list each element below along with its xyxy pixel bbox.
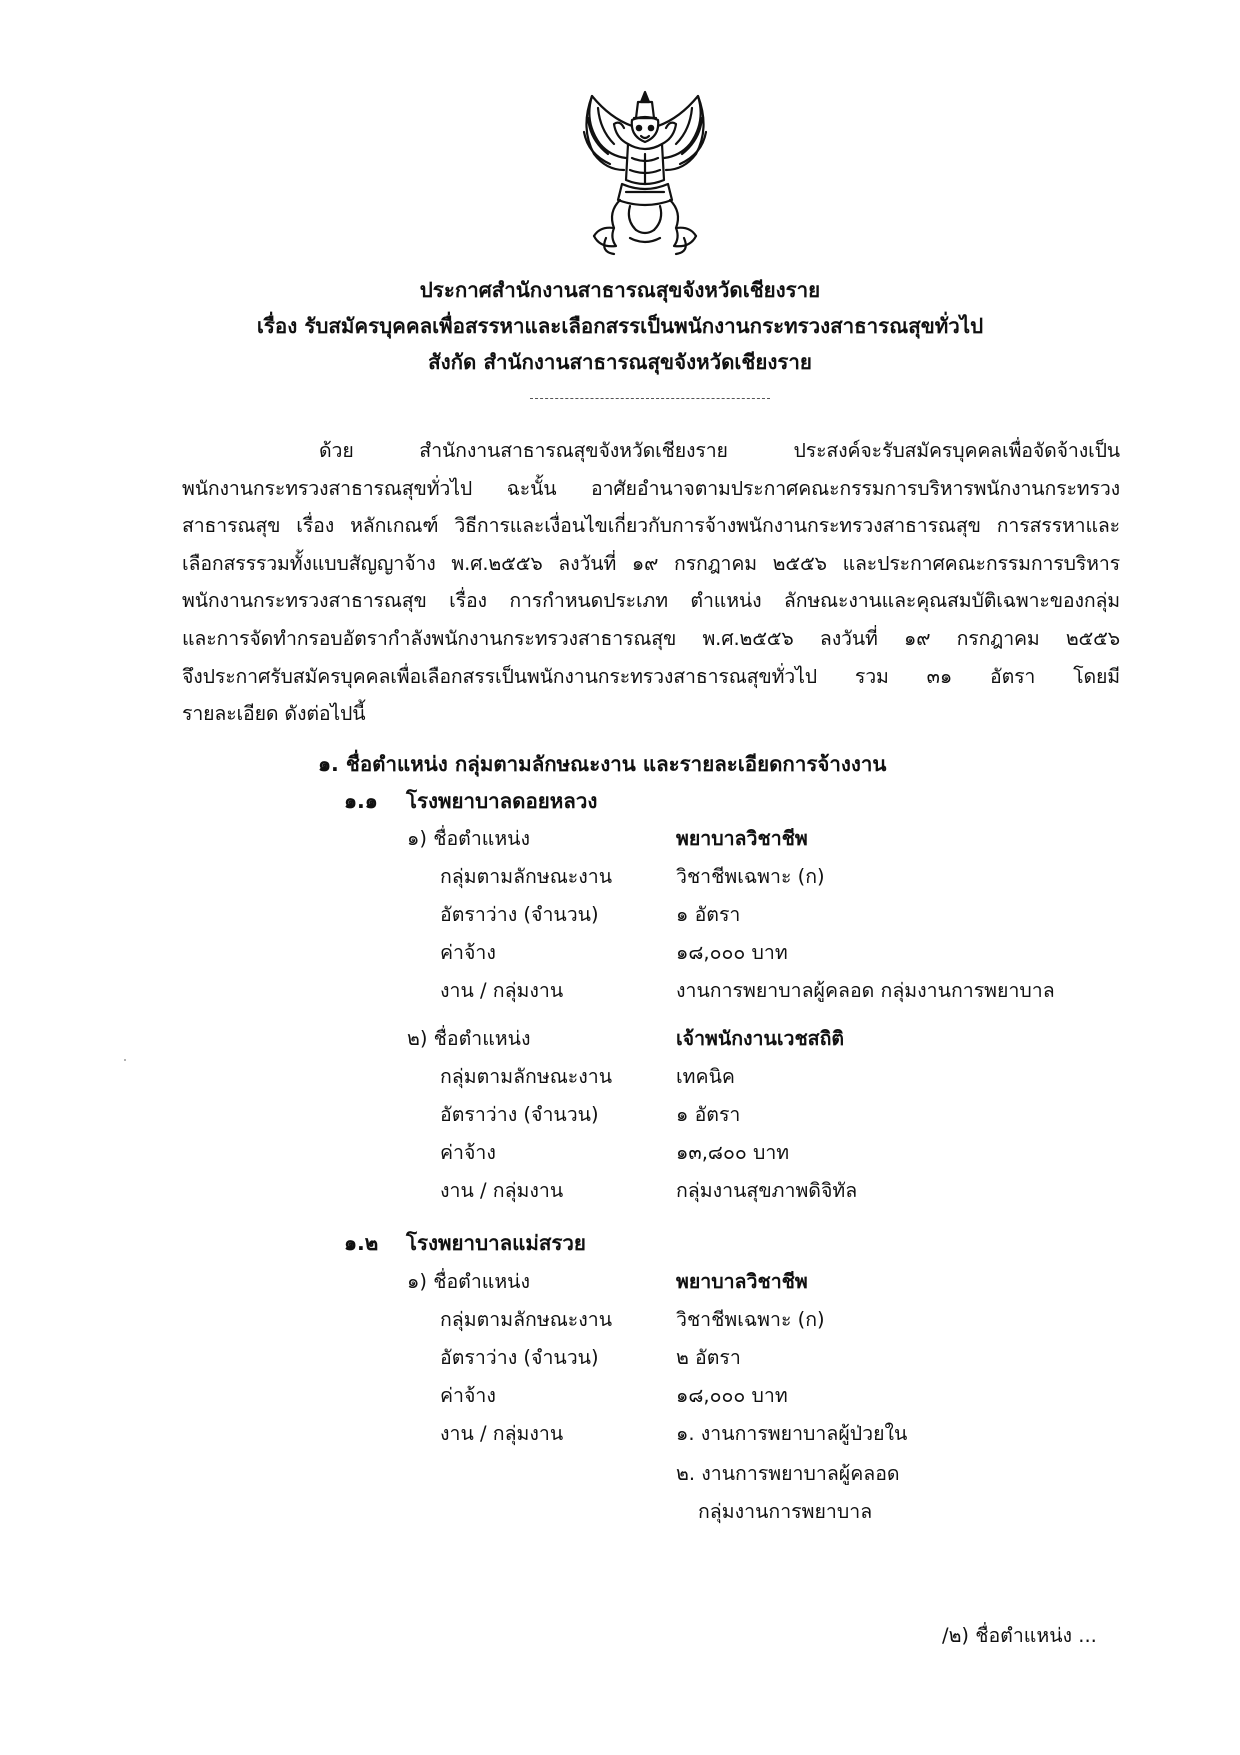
position-label: ๒) ชื่อตำแหน่ง <box>407 1027 531 1050</box>
wage-label: ค่าจ้าง <box>440 1141 496 1164</box>
vacancy-value: ๑ อัตรา <box>676 1103 741 1126</box>
group-value: เทคนิค <box>676 1065 735 1088</box>
header-divider <box>530 398 770 399</box>
wage-label: ค่าจ้าง <box>440 941 496 964</box>
work-value: กลุ่มงานสุขภาพดิจิทัล <box>676 1179 858 1202</box>
continuation-marker: /๒) ชื่อตำแหน่ง ... <box>942 1624 1097 1647</box>
position-title: เจ้าพนักงานเวชสถิติ <box>676 1027 845 1050</box>
hospital-heading <box>344 785 597 818</box>
intro-line: จึงประกาศรับสมัครบุคคลเพื่อเลือกสรรเป็นพนักงานกระทรวงสาธารณสุขทั่วไป รวม ๓๑ อัตรา โดยมี <box>182 664 1120 688</box>
work-value: ๑. งานการพยาบาลผู้ป่วยใน <box>676 1422 908 1445</box>
position-label: ๑) ชื่อตำแหน่ง <box>407 827 531 850</box>
wage-label: ค่าจ้าง <box>440 1384 496 1407</box>
intro-line: และการจัดทำกรอบอัตรากำลังพนักงานกระทรวงสาธารณสุข พ.ศ.๒๕๕๖ ลงวันที่ ๑๙ กรกฎาคม ๒๕๕๖ <box>182 626 1120 650</box>
vacancy-value: ๒ อัตรา <box>676 1346 741 1369</box>
intro-line: สาธารณสุข เรื่อง หลักเกณฑ์ วิธีการและเงื่อนไขเกี่ยวกับการจ้างพนักงานกระทรวงสาธารณสุข การสรรหาและ <box>182 514 1120 538</box>
group-value: วิชาชีพเฉพาะ (ก) <box>676 865 825 888</box>
announcement-affiliation: สังกัด สำนักงานสาธารณสุขจังหวัดเชียงราย <box>428 350 812 374</box>
work-label: งาน / กลุ่มงาน <box>440 979 564 1002</box>
announcement-subject: เรื่อง รับสมัครบุคคลเพื่อสรรหาและเลือกสรรเป็นพนักงานกระทรวงสาธารณสุขทั่วไป <box>256 314 984 338</box>
intro-line: พนักงานกระทรวงสาธารณสุข เรื่อง การกำหนดประเภท ตำแหน่ง ลักษณะงานและคุณสมบัติเฉพาะของกลุ่ม <box>182 589 1120 613</box>
group-label: กลุ่มตามลักษณะงาน <box>440 865 613 888</box>
position-title: พยาบาลวิชาชีพ <box>676 827 808 850</box>
hospital-name: โรงพยาบาลดอยหลวง <box>406 789 598 813</box>
hospital-heading <box>344 1227 586 1260</box>
scan-speck <box>124 1059 126 1061</box>
position-label: ๑) ชื่อตำแหน่ง <box>407 1270 531 1293</box>
intro-line: รายละเอียด ดังต่อไปนี้ <box>182 702 366 726</box>
work-label: งาน / กลุ่มงาน <box>440 1179 564 1202</box>
wage-value: ๑๓,๘๐๐ บาท <box>676 1141 790 1164</box>
wage-value: ๑๘,๐๐๐ บาท <box>676 1384 788 1407</box>
intro-line: ด้วย สำนักงานสาธารณสุขจังหวัดเชียงราย ประสงค์จะรับสมัครบุคคลเพื่อจัดจ้างเป็น <box>319 439 1120 462</box>
announcement-title: ประกาศสำนักงานสาธารณสุขจังหวัดเชียงราย <box>419 278 821 302</box>
work-value: ๒. งานการพยาบาลผู้คลอด <box>676 1462 900 1485</box>
position-title: พยาบาลวิชาชีพ <box>676 1270 808 1293</box>
work-value: งานการพยาบาลผู้คลอด กลุ่มงานการพยาบาล <box>676 979 1055 1002</box>
intro-line: พนักงานกระทรวงสาธารณสุขทั่วไป ฉะนั้น อาศัยอำนาจตามประกาศคณะกรรมการบริหารพนักงานกระทรวง <box>182 476 1120 500</box>
hospital-name: โรงพยาบาลแม่สรวย <box>406 1231 586 1255</box>
work-label: งาน / กลุ่มงาน <box>440 1422 564 1445</box>
vacancy-label: อัตราว่าง (จำนวน) <box>440 903 599 926</box>
group-value: วิชาชีพเฉพาะ (ก) <box>676 1308 825 1331</box>
wage-value: ๑๘,๐๐๐ บาท <box>676 941 788 964</box>
group-label: กลุ่มตามลักษณะงาน <box>440 1308 613 1331</box>
intro-paragraph <box>182 432 1120 733</box>
hospital-number: ๑.๒ <box>344 1231 379 1255</box>
garuda-emblem-icon <box>570 88 720 256</box>
group-label: กลุ่มตามลักษณะงาน <box>440 1065 613 1088</box>
intro-line: เลือกสรรรวมทั้งแบบสัญญาจ้าง พ.ศ.๒๕๕๖ ลงวันที่ ๑๙ กรกฎาคม ๒๕๕๖ และประกาศคณะกรรมการบริหาร <box>182 551 1120 575</box>
vacancy-value: ๑ อัตรา <box>676 903 741 926</box>
hospital-number: ๑.๑ <box>344 789 378 813</box>
vacancy-label: อัตราว่าง (จำนวน) <box>440 1346 599 1369</box>
section-heading: ๑. ชื่อตำแหน่ง กลุ่มตามลักษณะงาน และรายละเอียดการจ้างงาน <box>318 752 887 776</box>
work-value: กลุ่มงานการพยาบาล <box>698 1500 873 1523</box>
vacancy-label: อัตราว่าง (จำนวน) <box>440 1103 599 1126</box>
